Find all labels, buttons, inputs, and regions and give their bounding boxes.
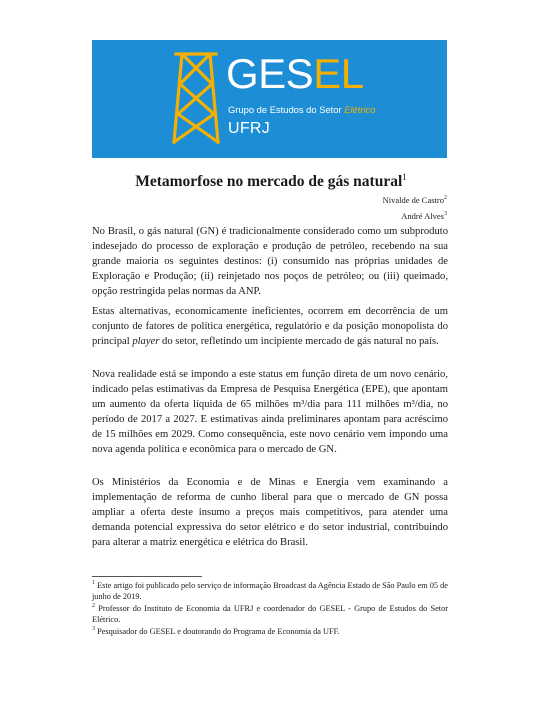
footnote-1: $^1$ Este artigo foi publicado pelo serviço de informação Broadcast da Agência Estado de São Paulo em 05 de junho de 2019. [92,580,448,602]
footnote-3: $^3$ Pesquisador do GESEL e doutorando do Programa de Economia da UFF. [92,626,340,636]
footnote-2: $^2$ Professor do Instituto de Economia da UFRJ e coordenador do GESEL - Grupo de Estudos do Setor Elétrico. [92,603,449,625]
brand-banner [92,40,447,158]
brand-university: UFRJ [228,120,271,137]
transmission-tower-icon [170,52,222,144]
brand-subtitle: Grupo de Estudos do Setor Elétrico [228,104,376,115]
author-line-1: Nivalde de Castro$^2$ [382,195,447,205]
body-paragraph-1: No Brasil, o gás natural (GN) é tradicionalmente considerado como um subproduto indesejado do processo de exploração e produção de petróleo, recebendo na sua grande maioria os seguintes destinos: (i) consumido nas próprias unidades de Exploração e Produção; (ii) reinjetado nos poços de petróleo; ou (iii) queimado, opção restringida pelas normas da ANP. [92,226,448,298]
footnote-divider [92,576,202,577]
brand-wordmark: GESEL [226,50,364,97]
body-paragraph-2: Estas alternativas, economicamente ineficientes, ocorrem em decorrência de um conjunto de fatores de política energética, regulatório e da posição monopolista do principal player do setor, refletindo um incipiente mercado de gás natural no país. [92,306,448,348]
body-paragraph-4: Os Ministérios da Economia e de Minas e Energia vem examinando a implementação de reforma de cunho liberal para que o mercado de GN possa ampliar a oferta deste insumo a preços mais competitivos, para atender uma demanda potencial expressiva do setor elétrico e do setor industrial, contribuindo para alterar a matriz energética e elétrica do Brasil. [92,477,448,549]
body-paragraph-3: Nova realidade está se impondo a este status em função direta de um novo cenário, indicado pelas estimativas da Empresa de Pesquisa Energética (EPE), que apontam um aumento da oferta líquida de 65 milhões m³/dia para 111 milhões m³/dia, no período de 2017 a 2027. E estimativas ainda preliminares apontam para acréscimo de 15 milhões em 2029. Como consequência, este novo cenário vem impondo uma nova agenda política e econômica para o mercado de GN. [92,369,448,456]
page-title: Metamorfose no mercado de gás natural$^1$ [135,172,407,190]
emphasis-player: player [132,336,160,348]
title-footnote-ref: 1 [402,172,407,182]
author-line-2: André Alves$^3$ [401,211,447,221]
